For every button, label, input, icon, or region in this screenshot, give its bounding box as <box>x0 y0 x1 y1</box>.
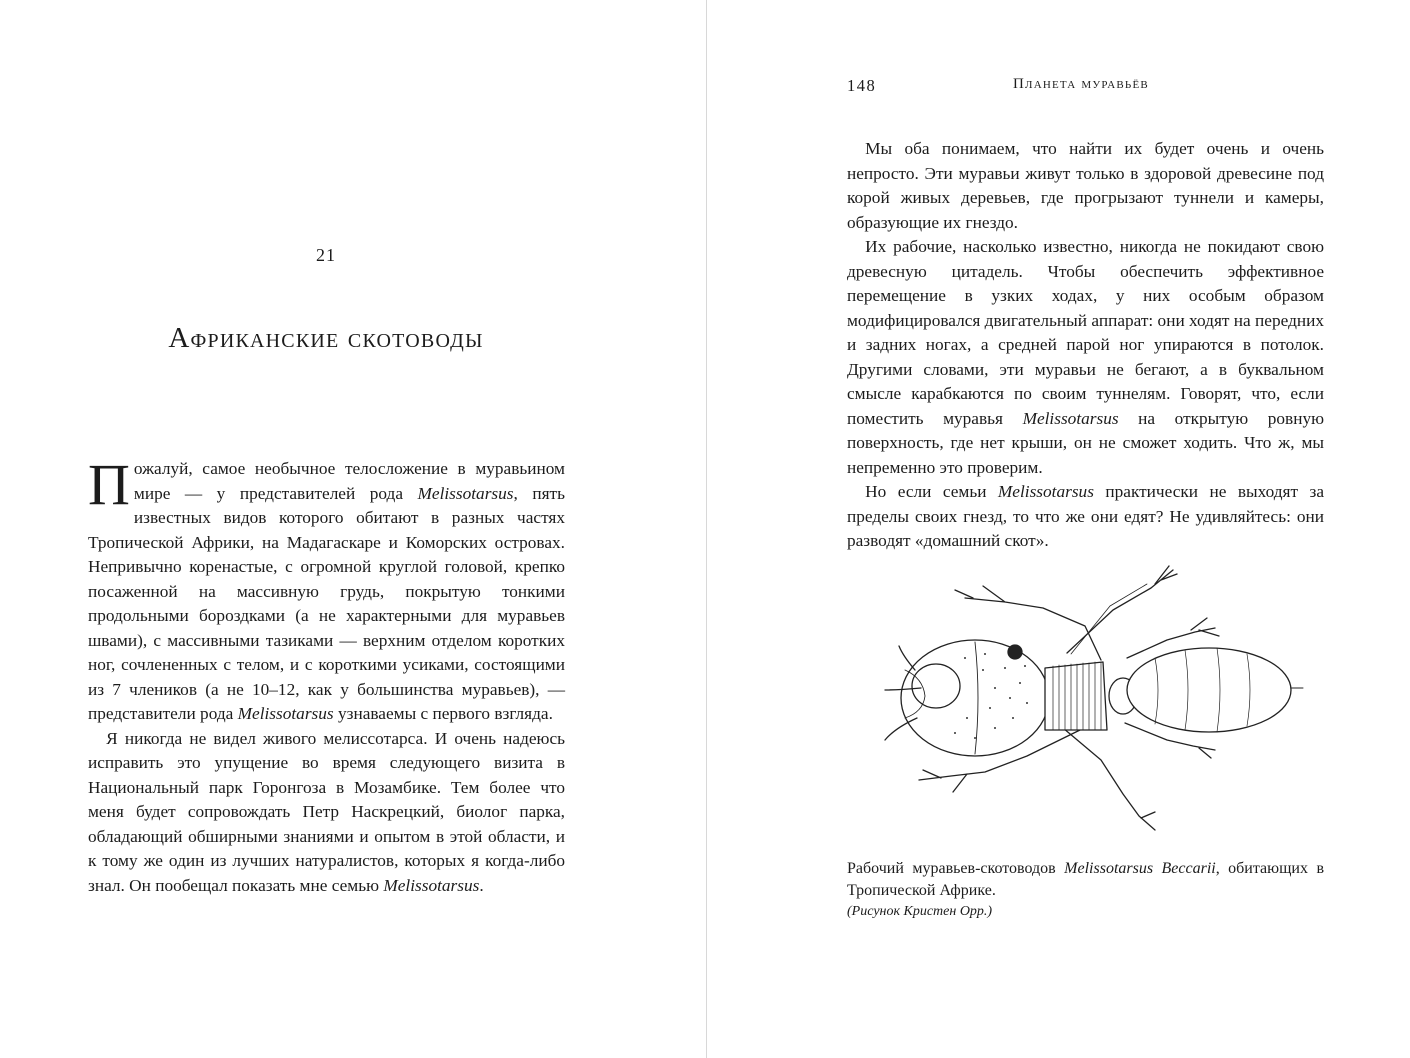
right-body-text <box>847 137 1324 554</box>
seg: , обитающих в Тропической Африке. <box>847 860 1324 899</box>
figure-caption <box>847 858 1324 922</box>
seg: узнаваемы с первого взгляда. <box>333 704 553 723</box>
seg: Melissotarsus <box>1022 408 1119 428</box>
running-title: Планета муравьёв <box>1013 76 1149 92</box>
left-body-text <box>88 452 565 898</box>
chapter-number: 21 <box>316 245 336 265</box>
seg: Melissotarsus <box>383 875 480 895</box>
ant-illustration-icon <box>855 558 1320 848</box>
seg: Я никогда не видел живого мелиссотарса. И очень надеюсь исправить это упущение во время следующего визита в Национальный парк Горонгоза в Мозамбике. Тем более что меня будет сопровождать Петр Наскрецкий, биолог парка, обладающий обширными знаниями и опытом в этой области, и к тому же один из лучших натуралистов, которых я когда-либо знал. Он пообещал показать мне семью <box>88 728 565 895</box>
seg: . <box>479 875 484 895</box>
seg: Их рабочие, насколько известно, никогда не покидают свою древесную цитадель. Чтобы обеспечить эффективное перемещение в узких ходах, у них особым образом модифицировался двигательный аппарат: они ходят на передних и задних ногах, а средней парой ног упираются в потолок. Другими словами, эти муравьи не бегают, а в буквальном смысле карабкаются по своим туннелям. Говорят, что, если поместить муравья <box>847 237 1324 428</box>
paragraph <box>88 452 565 727</box>
seg: Melissotarsus <box>997 482 1094 501</box>
drop-cap: П <box>88 452 130 517</box>
paragraph <box>88 727 565 899</box>
chapter-title: Африканские скотоводы <box>168 322 484 354</box>
seg: Melissotarsus Beccarii <box>1064 860 1216 877</box>
seg: ожалуй, самое необычное телосложение в муравьином мире — у представителей рода <box>133 459 565 503</box>
seg: Melissotarsus <box>417 483 514 503</box>
right-page <box>707 0 1410 1058</box>
seg: , пять известных видов которого обитают в разных частях Тропической Африки, на Мадагаскаре и Коморских островах. Непривычно коренастые, с огромной круглой головой, крепко посаженной на массивную грудь, покрытую тонкими продольными бороздками (а не характерными для муравьев швами), с массивными тазиками — верхним отделом коротких ног, сочлененных с телом, и с короткими усиками, состоящими из 7 члеников (а не 10–12, как у большинства муравьев), — представители рода <box>88 483 565 723</box>
paragraph <box>847 137 1324 235</box>
seg: Melissotarsus <box>237 704 334 723</box>
paragraph <box>847 480 1324 554</box>
page-number: 148 <box>847 76 877 95</box>
seg: на открытую ровную поверхность, где нет крыши, он не сможет ходить. Что ж, мы непременно это проверим. <box>847 408 1324 477</box>
seg: Мы оба понимаем, что найти их будет очень и очень непросто. Эти муравьи живут только в здоровой древесине под корой живых деревьев, где прогрызают туннели и камеры, образующие их гнездо. <box>847 139 1324 232</box>
seg: Но если семьи <box>865 482 998 501</box>
paragraph <box>847 235 1324 480</box>
figure-credit: (Рисунок Кристен Орр.) <box>847 904 993 919</box>
seg: практически не выходят за пределы своих гнезд, то что же они едят? Не удивляйтесь: они разводят «домашний скот». <box>847 482 1324 550</box>
seg: Рабочий муравьев-скотоводов <box>847 860 1065 877</box>
